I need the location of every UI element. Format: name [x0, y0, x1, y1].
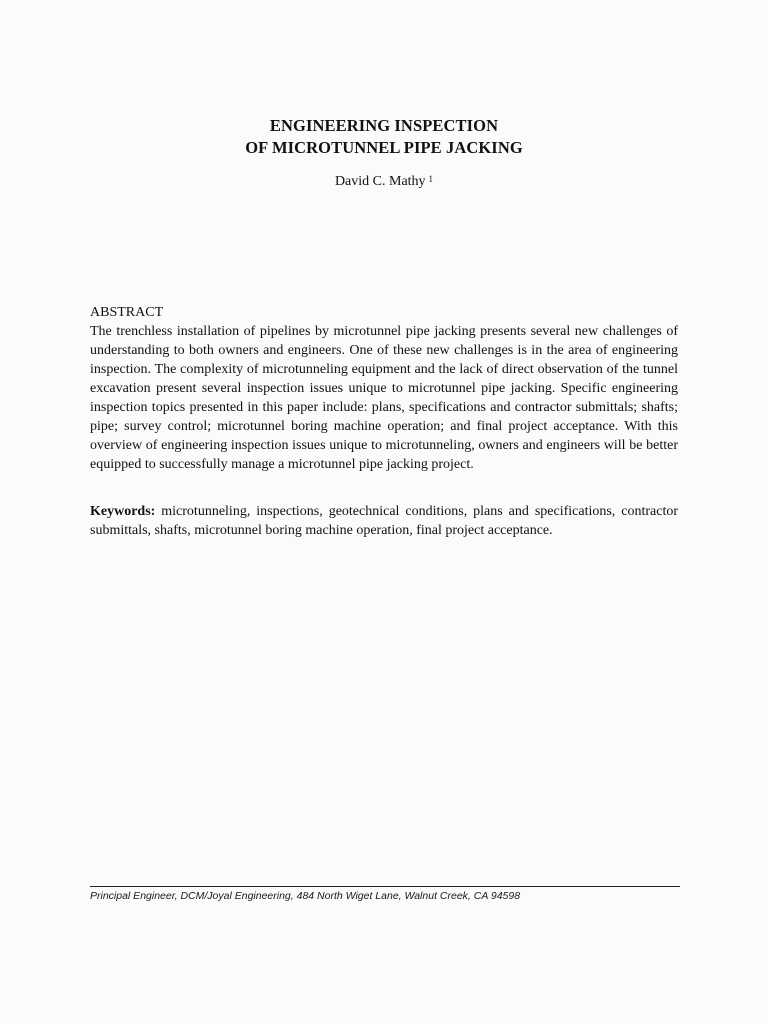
keywords-text: microtunneling, inspections, geotechnical conditions, plans and specifications, contractor submittals, shafts, microtunnel boring machine operation, final project acceptance. [90, 504, 678, 538]
footnote-divider [90, 886, 680, 887]
title-line-2: OF MICROTUNNEL PIPE JACKING [245, 138, 523, 157]
author-affiliation-footnote: Principal Engineer, DCM/Joyal Engineering, 484 North Wiget Lane, Walnut Creek, CA 94598 [90, 890, 521, 902]
title-line-1: ENGINEERING INSPECTION [269, 116, 499, 135]
author-name: David C. Mathy [334, 174, 426, 189]
keywords-paragraph [90, 502, 678, 540]
author-footnote-mark: 1 [428, 174, 434, 184]
paper-title [0, 115, 768, 159]
keywords-label: Keywords: [90, 504, 156, 519]
abstract-body: The trenchless installation of pipelines by microtunnel pipe jacking presents several new challenges of understanding to both owners and engineers. One of these new challenges is in the area of engineering inspection. The complexity of microtunneling equipment and the lack of direct observation of the tunnel excavation present several inspection issues unique to microtunnel pipe jacking. Specific engineering inspection topics presented in this paper include: plans, specifications and contractor submittals; shafts; pipe; survey control; microtunnel boring machine operation; and final project acceptance. With this overview of engineering inspection issues unique to microtunneling, owners and engineers will be better equipped to successfully manage a microtunnel pipe jacking project. [90, 324, 678, 472]
abstract-heading: ABSTRACT [90, 305, 164, 320]
author-line [0, 172, 768, 192]
